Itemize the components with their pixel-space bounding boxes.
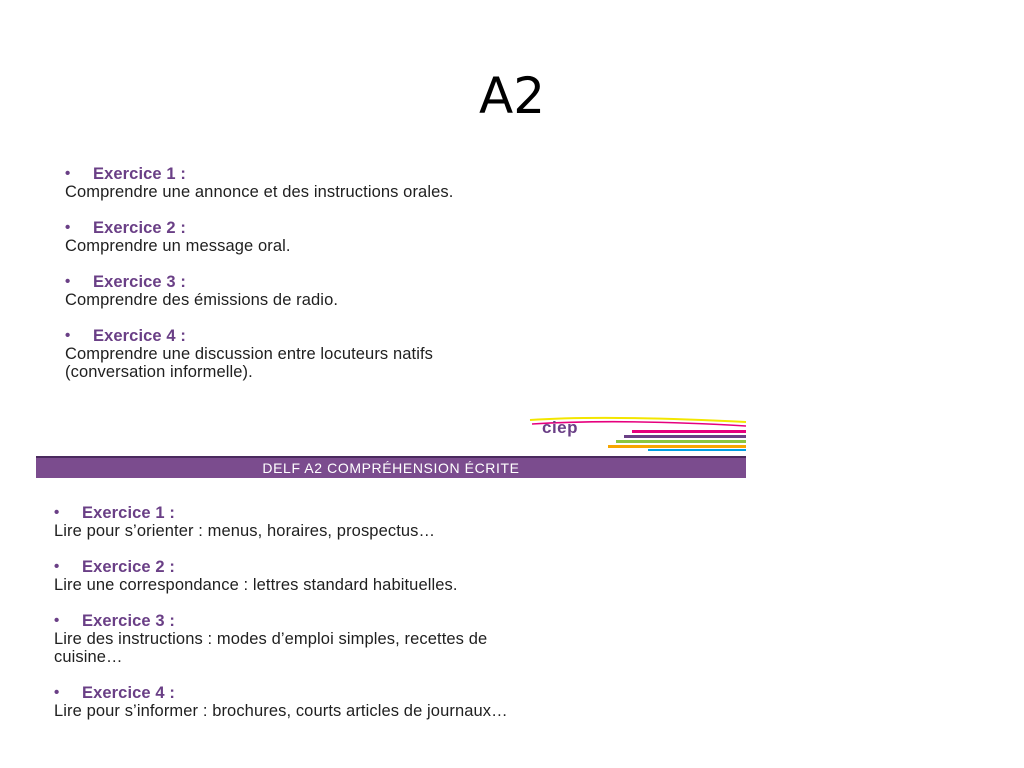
exercise-description: Comprendre un message oral. — [65, 237, 291, 255]
section-banner — [36, 456, 746, 478]
exercise-heading: Exercice 2 : — [93, 219, 186, 237]
bullet-icon: • — [65, 327, 71, 344]
exercise-description: Comprendre des émissions de radio. — [65, 291, 339, 309]
exercise-heading: Exercice 3 : — [93, 273, 186, 291]
exercise-heading: Exercice 1 : — [93, 165, 186, 183]
exercise-heading: Exercice 1 : — [82, 504, 175, 522]
exercise-item — [65, 165, 685, 201]
oral-exercise-list — [65, 165, 685, 399]
banner-title: DELF A2 COMPRÉHENSION ÉCRITE — [262, 460, 520, 476]
bullet-icon: • — [65, 219, 71, 236]
bullet-icon: • — [65, 165, 71, 182]
exercise-description: cuisine… — [54, 648, 123, 666]
slide-title: A2 — [478, 67, 545, 125]
exercise-heading: Exercice 4 : — [82, 684, 175, 702]
bullet-icon: • — [65, 273, 71, 290]
exercise-item — [54, 558, 734, 594]
exercise-description: Lire pour s’orienter : menus, horaires, prospectus… — [54, 522, 436, 540]
exercise-item — [65, 219, 685, 255]
exercise-item — [65, 327, 685, 381]
bullet-icon: • — [54, 504, 60, 521]
exercise-description: Comprendre une annonce et des instructions orales. — [65, 183, 454, 201]
exercise-description: (conversation informelle). — [65, 363, 253, 381]
exercise-item — [65, 273, 685, 309]
ciep-logo — [528, 416, 746, 454]
logo-text: ciep — [542, 418, 579, 437]
exercise-description: Comprendre une discussion entre locuteurs natifs — [65, 345, 433, 363]
exercise-heading: Exercice 2 : — [82, 558, 175, 576]
exercise-description: Lire pour s’informer : brochures, courts articles de journaux… — [54, 702, 508, 720]
exercise-description: Lire une correspondance : lettres standard habituelles. — [54, 576, 458, 594]
written-exercise-list — [54, 504, 734, 738]
exercise-item — [54, 504, 734, 540]
exercise-heading: Exercice 4 : — [93, 327, 186, 345]
exercise-item — [54, 612, 734, 666]
exercise-description: Lire des instructions : modes d’emploi simples, recettes de — [54, 630, 488, 648]
bullet-icon: • — [54, 684, 60, 701]
exercise-item — [54, 684, 734, 720]
bullet-icon: • — [54, 612, 60, 629]
exercise-heading: Exercice 3 : — [82, 612, 175, 630]
bullet-icon: • — [54, 558, 60, 575]
